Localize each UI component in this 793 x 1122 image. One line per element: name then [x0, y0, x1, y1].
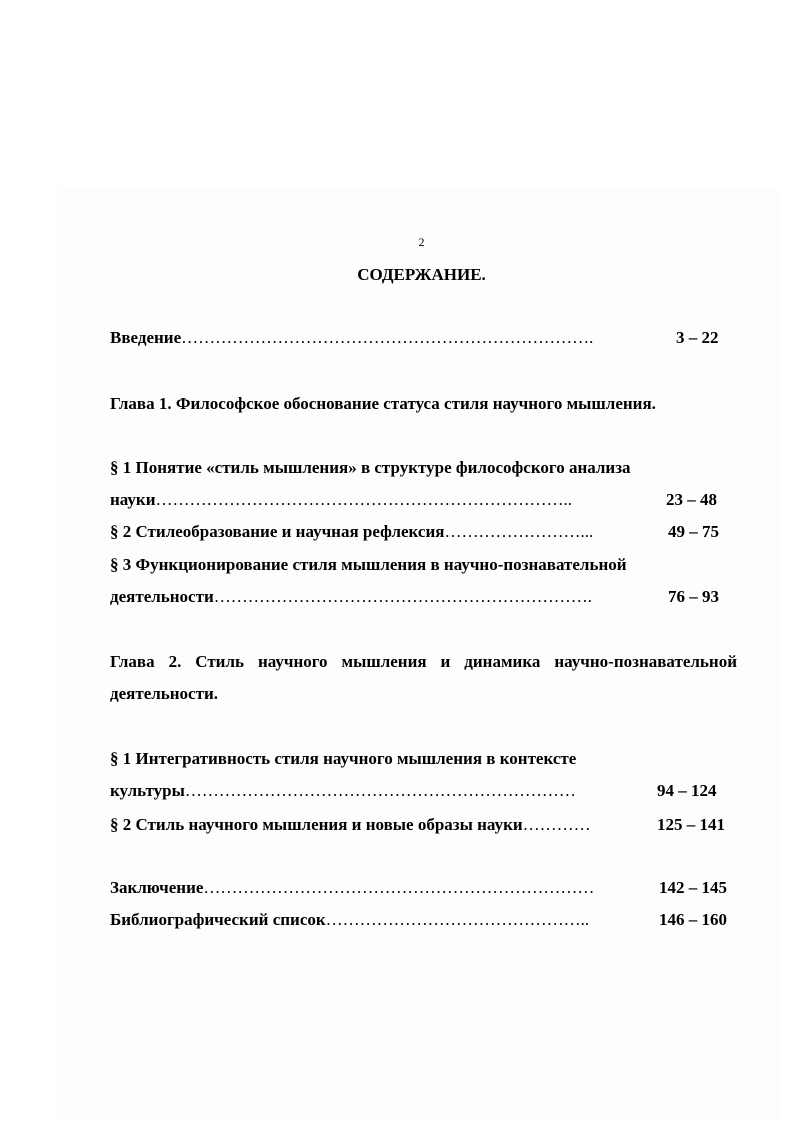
toc-entry-ch2-s1: [110, 781, 576, 801]
chapter1-heading: Глава 1. Философское обоснование статуса стиля научного мышления.: [110, 394, 656, 413]
toc-pages-conclusion: 142 – 145: [659, 878, 727, 897]
toc-entry-ch2-s2: [110, 815, 591, 835]
chapter2-section1-line1: § 1 Интегративность стиля научного мышления в контексте: [110, 749, 577, 768]
toc-label-bibliography: Библиографический список: [110, 910, 326, 929]
toc-pages-ch1-s3: 76 – 93: [668, 587, 719, 606]
toc-label-ch1-s1: науки: [110, 490, 156, 509]
chapter1-section3-line1: § 3 Функционирование стиля мышления в научно-познавательной: [110, 555, 627, 574]
toc-dots-intro: ……………………………………………………………….: [181, 328, 594, 347]
toc-entry-ch1-s2: [110, 522, 593, 542]
toc-dots-conclusion: ……………………………………………………………: [203, 878, 595, 897]
toc-pages-ch2-s1: 94 – 124: [657, 781, 717, 800]
toc-dots-ch1-s3: ………………………………………………………….: [213, 587, 593, 606]
toc-entry-intro: [110, 328, 593, 348]
toc-pages-ch1-s2: 49 – 75: [668, 522, 719, 541]
toc-dots-ch1-s1: ………………………………………………………………..: [155, 490, 573, 509]
toc-entry-ch1-s1: [110, 490, 572, 510]
toc-pages-ch1-s1: 23 – 48: [666, 490, 717, 509]
toc-dots-ch2-s1: ……………………………………………………………: [184, 781, 576, 800]
chapter2-heading-line1: Глава 2. Стиль научного мышления и динамика научно-познавательной: [110, 652, 737, 671]
toc-label-ch2-s1: культуры: [110, 781, 185, 800]
toc-entry-ch1-s3: [110, 587, 592, 607]
toc-pages-bibliography: 146 – 160: [659, 910, 727, 929]
toc-pages-ch2-s2: 125 – 141: [657, 815, 725, 834]
page-title: СОДЕРЖАНИЕ.: [357, 265, 486, 284]
chapter1-section1-line1: § 1 Понятие «стиль мышления» в структуре философского анализа: [110, 458, 631, 477]
toc-label-ch1-s2: § 2 Стилеобразование и научная рефлексия: [110, 522, 445, 541]
toc-dots-ch2-s2: …………: [522, 815, 591, 834]
toc-entry-bibliography: [110, 910, 589, 930]
toc-pages-intro: 3 – 22: [676, 328, 719, 347]
toc-dots-ch1-s2: ……………………...: [444, 522, 594, 541]
toc-label-ch2-s2: § 2 Стиль научного мышления и новые образы науки: [110, 815, 523, 834]
toc-label-conclusion: Заключение: [110, 878, 204, 897]
toc-label-ch1-s3: деятельности: [110, 587, 214, 606]
toc-entry-conclusion: [110, 878, 594, 898]
page-number: 2: [418, 235, 425, 249]
chapter2-heading-line2: деятельности.: [110, 684, 219, 703]
toc-dots-bibliography: ………………………………………..: [325, 910, 590, 929]
toc-label-intro: Введение: [110, 328, 182, 347]
